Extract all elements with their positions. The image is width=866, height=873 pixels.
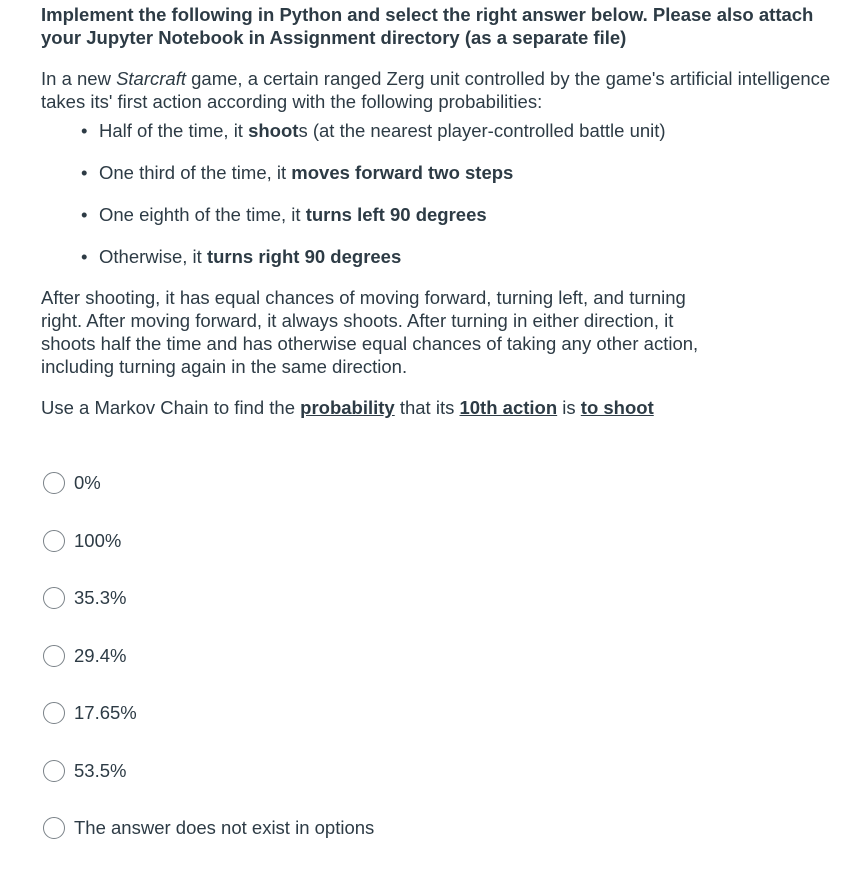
answer-label[interactable]: 53.5% bbox=[74, 759, 127, 781]
transition-rules: After shooting, it has equal chances of moving forward, turning left, and turning right. After moving forward, it always shoots. After turning in either direction, it shoots half the time and has otherwise equal chances of taking any other action, including turning again in the same direction. bbox=[41, 287, 699, 377]
list-item-bold: turns left 90 degrees bbox=[305, 204, 487, 225]
probability-list bbox=[41, 119, 841, 268]
answer-option-29-4-percent[interactable] bbox=[43, 643, 374, 701]
radio-button[interactable] bbox=[43, 587, 65, 609]
answer-label[interactable]: 100% bbox=[74, 529, 122, 551]
list-item-move bbox=[79, 161, 841, 184]
answer-option-53-5-percent[interactable] bbox=[43, 758, 374, 816]
list-item-text: One third of the time, it bbox=[99, 162, 292, 183]
answer-label[interactable]: 35.3% bbox=[74, 587, 127, 608]
answer-option-17-65-percent[interactable] bbox=[43, 700, 374, 758]
bullet-icon: • bbox=[81, 204, 88, 225]
question-task bbox=[41, 396, 841, 419]
bullet-icon: • bbox=[81, 162, 88, 183]
answer-label[interactable]: The answer does not exist in options bbox=[74, 817, 375, 838]
radio-button[interactable] bbox=[43, 817, 65, 839]
list-item-bold: moves forward two steps bbox=[291, 162, 514, 183]
task-text: that its bbox=[394, 397, 460, 418]
answer-option-none[interactable] bbox=[43, 815, 374, 873]
task-text: Use a Markov Chain to find the bbox=[41, 397, 301, 418]
answer-option-0-percent[interactable] bbox=[43, 470, 374, 528]
list-item-text: s (at the nearest player-controlled battle unit) bbox=[298, 120, 666, 141]
answer-options bbox=[43, 470, 374, 873]
list-item-text: Half of the time, it bbox=[99, 120, 249, 141]
intro-text-before: In a new bbox=[41, 68, 117, 89]
answer-label[interactable]: 29.4% bbox=[74, 644, 127, 666]
radio-button[interactable] bbox=[43, 645, 65, 667]
question-body bbox=[41, 3, 841, 419]
list-item-turn-left bbox=[79, 203, 841, 226]
radio-button[interactable] bbox=[43, 530, 65, 552]
bullet-icon: • bbox=[81, 246, 88, 267]
task-emphasis-to-shoot: to shoot bbox=[580, 397, 654, 418]
list-item-turn-right bbox=[79, 245, 841, 268]
radio-button[interactable] bbox=[43, 702, 65, 724]
list-item-shoot bbox=[79, 119, 841, 142]
bullet-icon: • bbox=[81, 120, 88, 141]
answer-label[interactable]: 0% bbox=[74, 472, 101, 493]
answer-option-35-3-percent[interactable] bbox=[43, 585, 374, 643]
answer-option-100-percent[interactable] bbox=[43, 528, 374, 586]
radio-button[interactable] bbox=[43, 472, 65, 494]
task-emphasis-10th-action: 10th action bbox=[459, 397, 558, 418]
task-text: is bbox=[557, 397, 581, 418]
question-intro bbox=[41, 67, 841, 113]
intro-text-after: game, a certain ranged Zerg unit controlled by the game's artificial intelligence takes its' first action according with the following probabilities: bbox=[41, 68, 831, 112]
intro-game-title: Starcraft bbox=[116, 68, 186, 89]
radio-button[interactable] bbox=[43, 760, 65, 782]
list-item-bold: turns right 90 degrees bbox=[206, 246, 402, 267]
list-item-text: One eighth of the time, it bbox=[99, 204, 306, 225]
list-item-bold: shoot bbox=[248, 120, 299, 141]
task-emphasis-probability: probability bbox=[300, 397, 395, 418]
question-heading: Implement the following in Python and select the right answer below. Please also attach your Jupyter Notebook in Assignment directory (as a separate file) bbox=[41, 4, 814, 48]
list-item-text: Otherwise, it bbox=[99, 246, 207, 267]
answer-label[interactable]: 17.65% bbox=[74, 702, 137, 723]
